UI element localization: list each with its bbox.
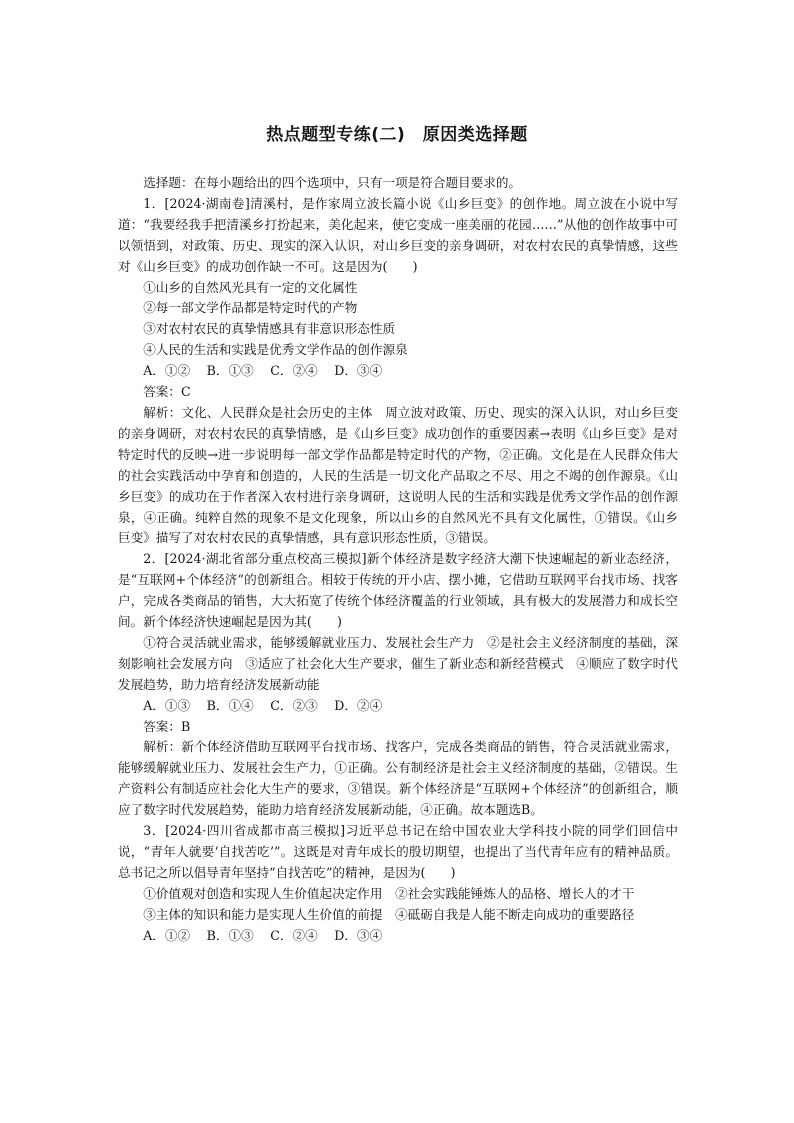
instruction-text: 选择题：在每小题给出的四个选项中，只有一项是符合题目要求的。 <box>143 175 521 190</box>
question-3-choices: A．①② B．①③ C．②④ D．③④ <box>143 927 383 943</box>
page-title: 热点题型专练(二) 原因类选择题 <box>266 125 528 145</box>
question-1-choices: A．①② B．①③ C．②④ D．③④ <box>143 363 383 379</box>
question-1-stem: 1．[2024·湖南卷]清溪村，是作家周立波长篇小说《山乡巨变》的创作地。周立波在小说中写道：“我要经我手把清溪乡打扮起来，美化起来，使它变成一座美丽的花园……”从他的创作故事中可以领悟到，对政策、历史、现实的深入认识，对山乡巨变的亲身调研，对农村农民的真挚情感，这些对《山乡巨变》的成功创作缺一不可。这是因为( ) <box>118 195 678 274</box>
question-1-option: ④人民的生活和实践是优秀文学作品的创作源泉 <box>143 342 408 358</box>
question-1-analysis: 解析：文化、人民群众是社会历史的主体 周立波对政策、历史、现实的深入认识，对山乡巨变的亲身调研，对农村农民的真挚情感，是《山乡巨变》成功创作的重要因素→表明《山乡巨变》是对特定时代的反映→进一步说明每一部文学作品都是特定时代的产物，②正确。文化是在人民群众伟大的社会实践活动中孕育和创造的，人民的生活是一切文化产品取之不尽、用之不竭的创作源泉。《山乡巨变》的成功在于作者深入农村进行亲身调研，这说明人民的生活和实践是优秀文学作品的创作源泉，④正确。纯粹自然的现象不是文化现象，所以山乡的自然风光不具有文化属性，①错误。《山乡巨变》描写了对农村农民的真挚情感，具有意识形态性质，③错误。 <box>118 404 678 546</box>
question-3-options-line: ①价值观对创造和实现人生价值起决定作用 ②社会实践能锤炼人的品格、增长人的才干 <box>143 885 635 901</box>
question-1-option: ②每一部文学作品都是特定时代的产物 <box>143 300 358 316</box>
question-1-option: ③对农村农民的真挚情感具有非意识形态性质 <box>143 321 396 337</box>
question-2-options: ①符合灵活就业需求，能够缓解就业压力、发展社会生产力 ②是社会主义经济制度的基础，深刻影响社会发展方向 ③适应了社会化大生产要求，催生了新业态和新经营模式 ④顺应了数字时代发展趋势，助力培育经济发展新动能 <box>118 634 678 692</box>
document-body <box>118 173 678 947</box>
question-2-choices: A．①③ B．①④ C．②③ D．②④ <box>143 697 383 713</box>
question-1-answer: 答案：C <box>143 384 191 400</box>
question-3-stem: 3．[2024·四川省成都市高三模拟]习近平总书记在给中国农业大学科技小院的同学们回信中说，“青年人就要‘自找苦吃’”。这既是对青年成长的殷切期望，也提出了当代青年应有的精神品质。总书记之所以倡导青年坚持“自找苦吃”的精神，是因为( ) <box>118 823 678 880</box>
question-3-options-line: ③主体的知识和能力是实现人生价值的前提 ④砥砺自我是人能不断走向成功的重要路径 <box>143 906 635 922</box>
question-1-option: ①山乡的自然风光具有一定的文化属性 <box>143 279 358 295</box>
question-2-answer: 答案：B <box>143 718 191 734</box>
question-2-stem: 2．[2024·湖北省部分重点校高三模拟]新个体经济是数字经济大潮下快速崛起的新业态经济，是“互联网+个体经济”的创新组合。相较于传统的开小店、摆小摊，它借助互联网平台找市场、找客户，完成各类商品的销售，大大拓宽了传统个体经济覆盖的行业领域，具有极大的发展潜力和成长空间。新个体经济快速崛起是因为其( ) <box>118 551 678 630</box>
question-2-analysis: 解析：新个体经济借助互联网平台找市场、找客户，完成各类商品的销售，符合灵活就业需求，能够缓解就业压力、发展社会生产力，①正确。公有制经济是社会主义经济制度的基础，②错误。生产资料公有制适应社会化大生产的要求，③错误。新个体经济是“互联网+个体经济”的创新组合，顺应了数字时代发展趋势，能助力培育经济发展新动能，④正确。故本题选B。 <box>118 739 678 818</box>
